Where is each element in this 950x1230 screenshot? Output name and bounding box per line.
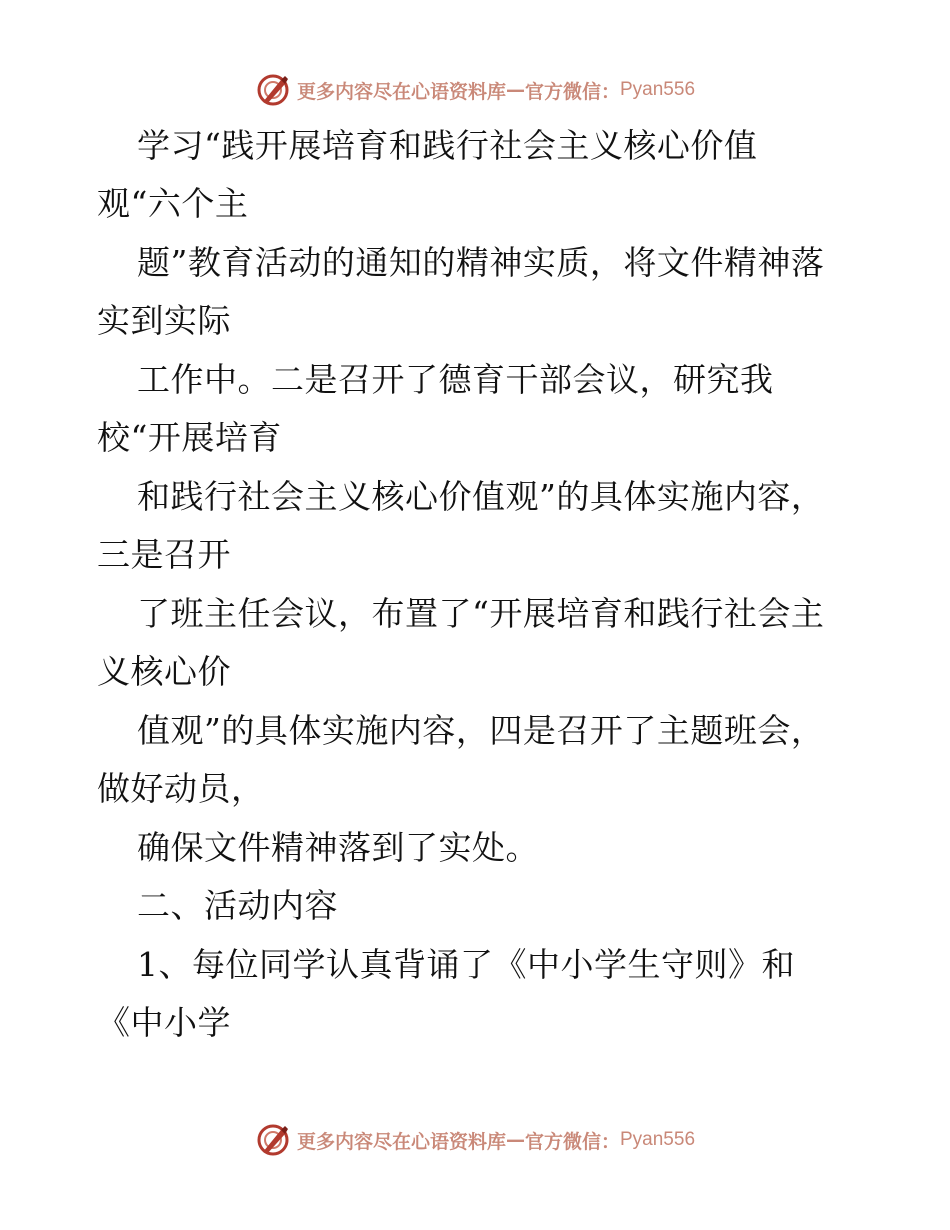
footer-watermark <box>0 1120 950 1160</box>
watermark-separator: — <box>505 79 525 101</box>
watermark-brand-text: 更多内容尽在心语资料库 <box>296 1130 506 1153</box>
watermark-brand-text: 更多内容尽在心语资料库 <box>296 80 506 103</box>
text-line: 1、每位同学认真背诵了《中小学生守则》和 <box>137 945 795 984</box>
watermark-wechat-label: 官方微信： <box>524 1130 620 1153</box>
watermark-wechat-label: 官方微信： <box>524 80 620 103</box>
text-line: 了班主任会议，布置了“开展培育和践行社会主 <box>137 594 825 633</box>
text-line: 校“开展培育 <box>97 418 282 457</box>
text-line: 工作中。二是召开了德育干部会议，研究我 <box>137 360 774 399</box>
pen-logo-icon <box>255 72 291 108</box>
text-line: 实到实际 <box>97 301 231 340</box>
watermark-wechat-id: Pyan556 <box>620 1129 696 1150</box>
section-heading: 二、活动内容 <box>137 886 338 925</box>
text-line: 《中小学 <box>97 1003 231 1042</box>
text-line: 观“六个主 <box>97 184 249 223</box>
text-line: 题”教育活动的通知的精神实质，将文件精神落 <box>137 243 825 282</box>
text-line: 和践行社会主义核心价值观”的具体实施内容， <box>137 477 825 516</box>
pen-logo-icon <box>255 1122 291 1158</box>
text-line: 值观”的具体实施内容，四是召开了主题班会， <box>137 711 825 750</box>
text-line: 做好动员， <box>97 769 265 808</box>
text-line: 义核心价 <box>97 652 231 691</box>
watermark-wechat-id: Pyan556 <box>620 79 696 100</box>
text-line: 三是召开 <box>97 535 231 574</box>
header-watermark <box>0 70 950 110</box>
text-line: 确保文件精神落到了实处。 <box>137 828 539 867</box>
watermark-separator: — <box>505 1129 525 1151</box>
text-line: 学习“践开展培育和践行社会主义核心价值 <box>137 126 758 165</box>
